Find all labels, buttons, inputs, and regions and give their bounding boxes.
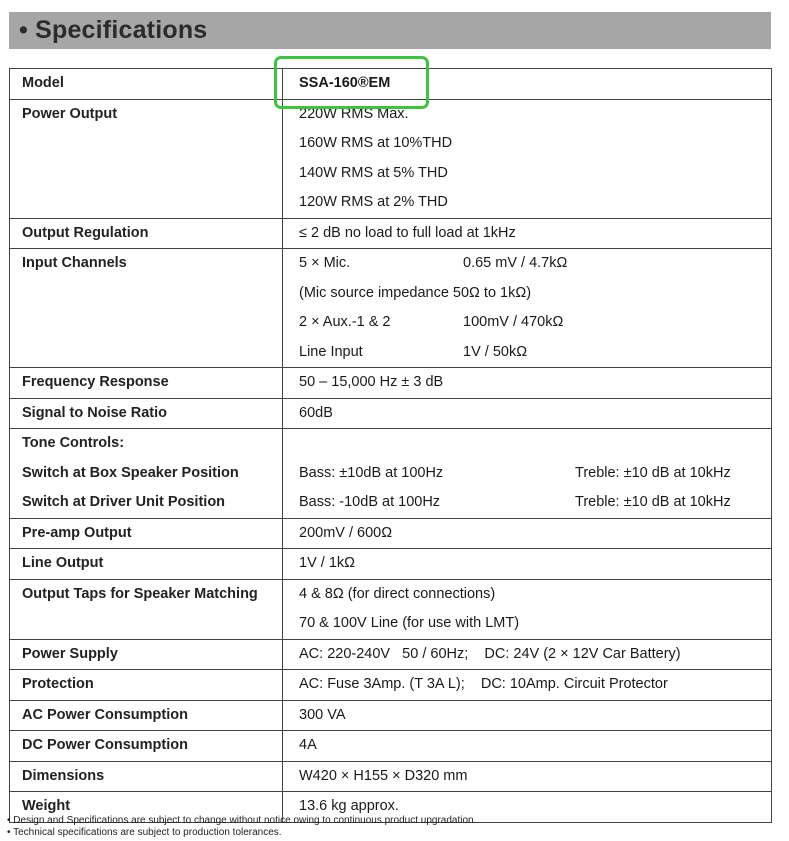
weight-value: 13.6 kg approx. xyxy=(299,798,399,814)
input-channel-spec: 0.65 mV / 4.7kΩ xyxy=(463,255,568,271)
input-channel-name: Line Input xyxy=(299,343,363,360)
table-row-preamp-output xyxy=(10,518,772,549)
output-taps-value: 4 & 8Ω (for direct connections) xyxy=(299,585,496,602)
table-row-output-regulation xyxy=(10,218,772,249)
snr-value: 60dB xyxy=(299,404,333,421)
ac-power-value: 300 VA xyxy=(299,706,346,723)
treble-value: Treble: ±10 dB at 10kHz xyxy=(575,494,731,510)
table-row-power-supply xyxy=(10,639,772,670)
row-label: Pre-amp Output xyxy=(22,524,132,541)
footnotes xyxy=(7,815,476,838)
table-row-model xyxy=(10,69,772,100)
protection-value: AC: Fuse 3Amp. (T 3A L); DC: 10Amp. Circuit Protector xyxy=(299,676,668,692)
dc-power-value: 4A xyxy=(299,737,317,753)
input-channel-line xyxy=(283,338,771,368)
preamp-output-value: 200mV / 600Ω xyxy=(299,524,393,541)
dimensions-value: W420 × H155 × D320 mm xyxy=(299,767,468,784)
specifications-table xyxy=(9,68,772,823)
row-label: Power Supply xyxy=(22,645,118,662)
row-label: Switch at Box Speaker Position xyxy=(22,464,239,481)
output-taps-value: 70 & 100V Line (for use with LMT) xyxy=(299,615,520,631)
row-label: Output Regulation xyxy=(22,224,149,241)
row-label: Frequency Response xyxy=(22,374,169,390)
bass-value: Bass: -10dB at 100Hz xyxy=(299,494,441,510)
input-channel-line xyxy=(283,279,771,309)
input-channel-line xyxy=(283,249,771,279)
power-output-value: 120W RMS at 2% THD xyxy=(299,194,448,210)
table-row-protection xyxy=(10,670,772,701)
row-label: Model xyxy=(22,75,64,91)
model-value: SSA-160®EM xyxy=(299,75,391,91)
row-label: DC Power Consumption xyxy=(22,737,188,753)
tone-driver-line xyxy=(283,488,771,518)
section-header xyxy=(9,12,771,49)
power-output-value: 220W RMS Max. xyxy=(299,105,409,122)
input-channel-name: 2 × Aux.-1 & 2 xyxy=(299,314,391,330)
line-output-value: 1V / 1kΩ xyxy=(299,555,355,571)
row-label: Dimensions xyxy=(22,767,105,784)
row-label: Signal to Noise Ratio xyxy=(22,404,168,421)
row-label: Input Channels xyxy=(22,255,127,271)
table-row-output-taps xyxy=(10,579,772,639)
row-label: Line Output xyxy=(22,555,104,571)
table-row-power-output xyxy=(10,99,772,218)
input-channel-line xyxy=(283,308,771,338)
row-label: Protection xyxy=(22,676,94,692)
output-regulation-value: ≤ 2 dB no load to full load at 1kHz xyxy=(299,224,516,241)
footnote: • Technical specifications are subject to production tolerances. xyxy=(7,826,282,838)
power-supply-value: AC: 220-240V 50 / 60Hz; DC: 24V (2 × 12V Car Battery) xyxy=(299,645,681,662)
bass-value: Bass: ±10dB at 100Hz xyxy=(299,464,444,481)
table-row-dc-power xyxy=(10,731,772,762)
table-row-ac-power xyxy=(10,700,772,731)
row-label: AC Power Consumption xyxy=(22,706,188,723)
power-output-value: 140W RMS at 5% THD xyxy=(299,164,448,181)
input-channel-spec: 1V / 50kΩ xyxy=(463,343,528,360)
input-channel-spec: 100mV / 470kΩ xyxy=(463,314,564,330)
input-channel-name: (Mic source impedance 50Ω to 1kΩ) xyxy=(299,284,532,301)
power-output-value: 160W RMS at 10%THD xyxy=(299,135,453,151)
row-label: Power Output xyxy=(22,105,118,122)
row-label: Output Taps for Speaker Matching xyxy=(22,585,258,602)
row-label: Tone Controls: xyxy=(22,435,125,451)
table-row-frequency-response xyxy=(10,368,772,399)
tone-box-line xyxy=(283,459,771,489)
table-row-snr xyxy=(10,398,772,429)
frequency-response-value: 50 – 15,000 Hz ± 3 dB xyxy=(299,374,444,390)
footnote: • Design and Specifications are subject to change without notice owing to continuous product upgradation. xyxy=(7,815,477,826)
table-row-input-channels xyxy=(10,249,772,368)
table-row-line-output xyxy=(10,549,772,580)
input-channel-name: 5 × Mic. xyxy=(299,255,351,271)
table-row-dimensions xyxy=(10,761,772,792)
row-label: Switch at Driver Unit Position xyxy=(22,494,226,510)
row-label: Weight xyxy=(22,798,71,814)
table-row-tone-controls xyxy=(10,429,772,519)
treble-value: Treble: ±10 dB at 10kHz xyxy=(575,464,731,481)
section-title: • Specifications xyxy=(19,16,208,44)
